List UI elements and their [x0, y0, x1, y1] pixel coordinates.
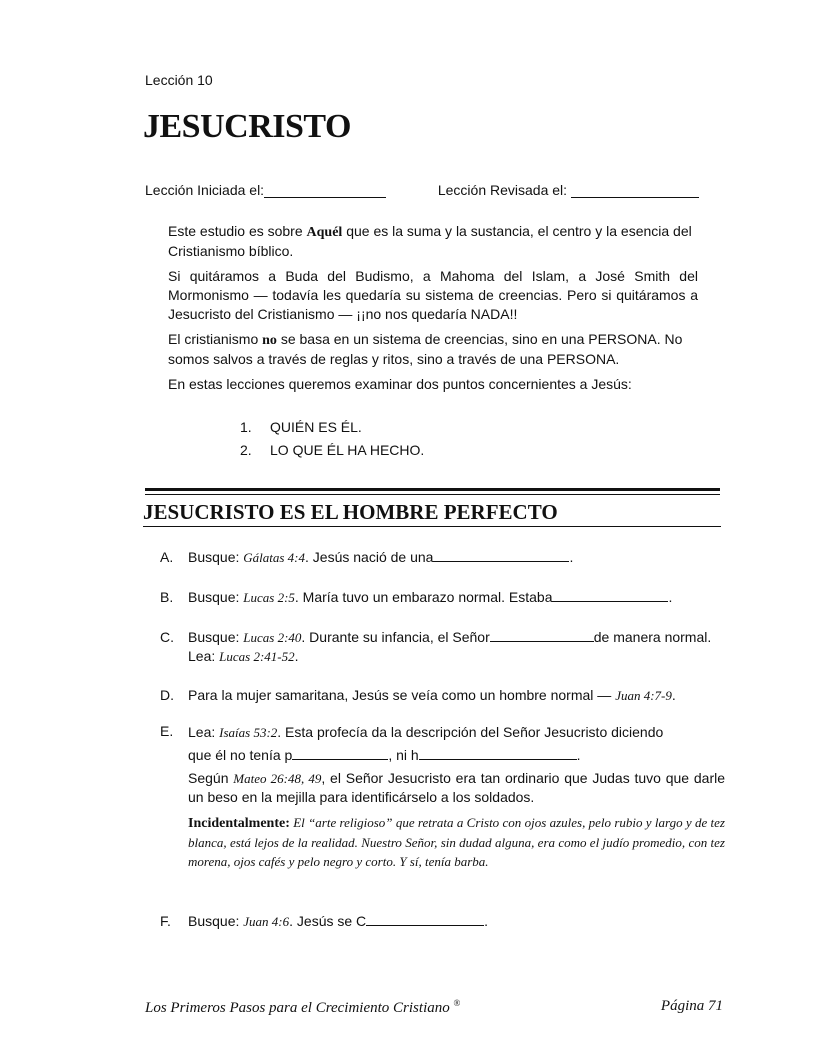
started-date-field[interactable] — [264, 183, 386, 198]
question-d: D. Para la mujer samaritana, Jesús se veía como un hombre normal — Juan 4:7-9. — [160, 687, 676, 703]
intro-paragraph-3: El cristianismo no se basa en un sistema de creencias, sino en una PERSONA. No somos salvos a través de reglas y ritos, sino a través de una PERSONA. — [168, 331, 683, 367]
question-f: F. Busque: Juan 4:6. Jesús se C . — [160, 913, 489, 929]
intro-paragraph-2: Si quitáramos a Buda del Budismo, a Mahoma del Islam, a José Smith del Mormonismo — todavía les quedaría su sistema de creencias. Pero si quitáramos a Jesucristo del Cristianismo — ¡¡no nos quedaría NADA!! — [168, 268, 698, 322]
page-title: JESUCRISTO — [143, 108, 351, 145]
started-label: Lección Iniciada el: — [145, 182, 265, 198]
question-e-detail: Según Mateo 26:48, 49, el Señor Jesucristo era tan ordinario que Judas tuvo que darle un beso en la mejilla para identificárselo a los soldados. — [188, 770, 726, 805]
question-a: A. Busque: Gálatas 4:4. Jesús nació de una . — [160, 549, 574, 565]
reviewed-date-field[interactable] — [571, 183, 699, 198]
incidental-note: Incidentalmente: El “arte religioso” que retrata a Cristo con ojos azules, pelo rubio y largo y de tez blanca, está lejos de la realidad. Nuestro Señor, sin dudad alguna, era como el judío promedio, con tez morena, ojos cafés y pelo negro y corto. Y sí, tenía barba. — [188, 815, 725, 869]
points-list — [240, 416, 424, 462]
answer-blank-a[interactable] — [433, 548, 569, 562]
list-item: 2. LO QUE ÉL HA HECHO. — [240, 442, 425, 458]
list-item: 1. QUIÉN ES ÉL. — [240, 419, 362, 435]
answer-blank-f[interactable] — [366, 912, 484, 926]
reviewed-label: Lección Revisada el: — [437, 182, 568, 198]
registered-mark: ® — [453, 998, 461, 1008]
intro-block — [168, 222, 698, 400]
intro-paragraph-4: En estas lecciones queremos examinar dos puntos concernientes a Jesús: — [168, 376, 632, 392]
book-title: Los Primeros Pasos para el Crecimiento Cristiano — [145, 1000, 450, 1016]
answer-blank-b[interactable] — [552, 588, 668, 602]
lesson-number: Lección 10 — [145, 72, 213, 88]
intro-paragraph-1: Este estudio es sobre Aquél que es la suma y la sustancia, el centro y la esencia del Cristianismo bíblico. — [168, 223, 692, 259]
divider-thin — [145, 494, 720, 495]
answer-blank-e1[interactable] — [292, 746, 388, 760]
question-b: B. Busque: Lucas 2:5. María tuvo un embarazo normal. Estaba . — [160, 589, 673, 605]
answer-blank-c[interactable] — [490, 628, 594, 642]
lesson-dates — [145, 182, 725, 198]
question-c: C. Busque: Lucas 2:40. Durante su infancia, el Señor de manera normal. Lea: Lucas 2:41-52. — [160, 629, 712, 664]
divider-thick — [145, 488, 720, 491]
answer-blank-e2[interactable] — [419, 746, 577, 760]
page-footer — [145, 998, 723, 1017]
section-title: JESUCRISTO ES EL HOMBRE PERFECTO — [143, 500, 721, 527]
question-e: E. Lea: Isaías 53:2. Esta profecía da la descripción del Señor Jesucristo diciendo que él no tenía p , ni h . Según Mateo 26:48, 49, el Señor Jesucristo era tan ordinario que Judas tuvo que darle un beso en la mejilla para identificárselo a los soldados. Incidentalmente: El “arte religioso” que retrata a Cristo con ojos azules, pelo rubio y largo y de tez blanca, está lejos de la realidad. Nuestro Señor, sin dudad alguna, era como el judío promedio, con tez morena, ojos cafés y pelo negro y corto. Y sí, tenía barba. — [160, 723, 726, 869]
page-number: Página 71 — [660, 998, 723, 1014]
